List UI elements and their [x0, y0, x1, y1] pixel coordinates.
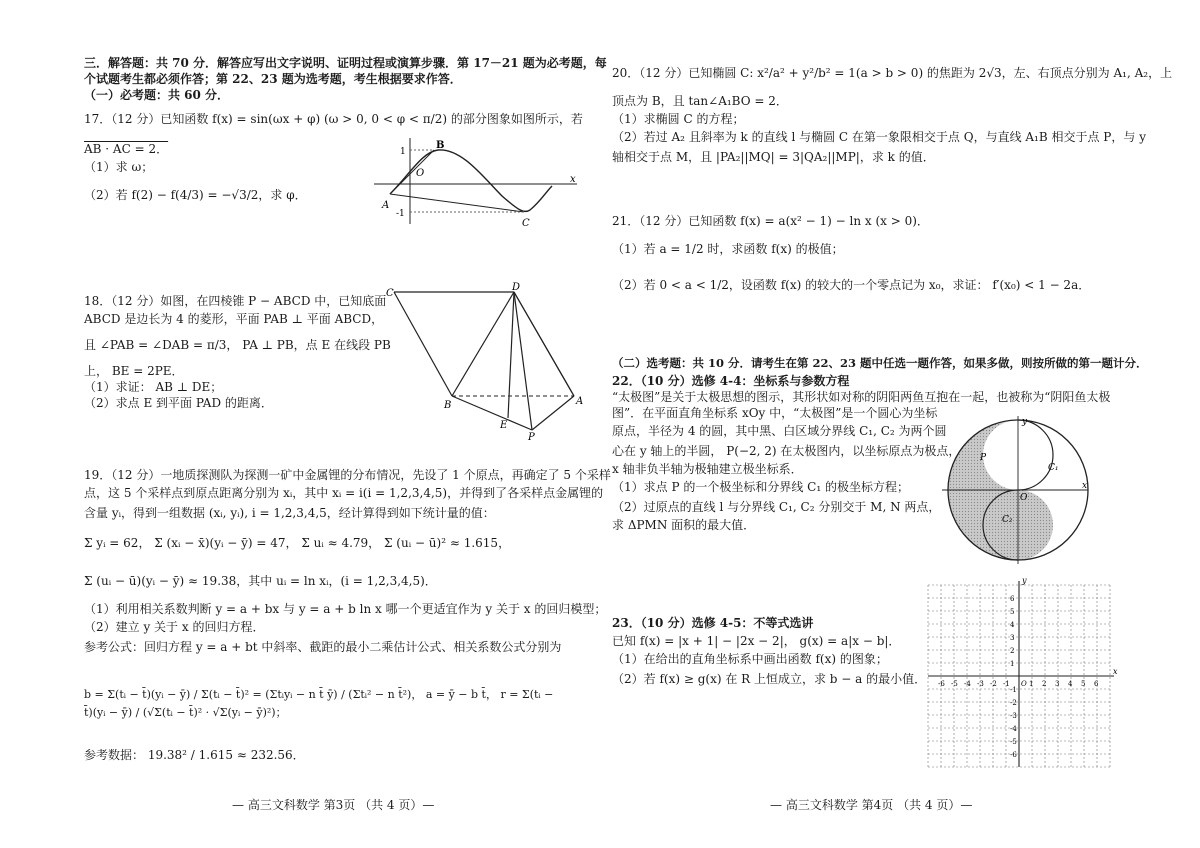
label-A: A [382, 200, 390, 211]
q22-taiji-figure [940, 414, 1090, 566]
grid-y-tick: 2 [1010, 647, 1015, 655]
right-page [600, 0, 1200, 848]
label-O: O [416, 168, 425, 179]
q22-line3: 原点，半径为 4 的圆，其中黑、白区域分界线 C₁, C₂ 为两个圆 [612, 424, 947, 438]
grid-x-tick: 1 [1029, 680, 1034, 688]
vertex-D: D [512, 282, 521, 293]
grid-y-tick: 6 [1010, 595, 1015, 603]
boundary-C1 [1018, 420, 1053, 490]
grid-x-tick: -3 [977, 680, 984, 688]
q18-part1: （1）求证： AB ⊥ DE； [84, 380, 223, 394]
q19-stats-2: Σ (uᵢ − ū)(yᵢ − ȳ) ≈ 19.38，其中 uᵢ = ln xᵢ，(i = 1,2,3,4,5)． [84, 574, 437, 588]
grid-y-tick: 1 [1010, 660, 1015, 668]
grid-y-tick: -5 [1010, 738, 1017, 746]
q22-line2: 图”．在平面直角坐标系 xOy 中，“太极图”是一个圆心为坐标 [612, 406, 938, 420]
grid-y-tick: -3 [1010, 712, 1017, 720]
q19-line1: 19．（12 分）一地质探测队为探测一矿中金属锂的分布情况，先设了 1 个原点，再确定了 5 个采样 [84, 468, 611, 482]
q17-sine-graph [372, 136, 587, 228]
grid-x-tick: -1 [1003, 680, 1010, 688]
grid-x-tick: 2 [1042, 680, 1047, 688]
grid-x-tick: 3 [1055, 680, 1060, 688]
tick-1: 1 [400, 147, 406, 157]
q22-line4: 心在 y 轴上的半圆， P(−2, 2) 在太极图内，以坐标原点为极点， [612, 444, 961, 458]
segment-AB [390, 150, 434, 194]
q18-line2: ABCD 是边长为 4 的菱形，平面 PAB ⊥ 平面 ABCD， [84, 312, 384, 326]
grid-x-tick: 6 [1094, 680, 1099, 688]
grid-y-label: y [1022, 576, 1027, 585]
footer-page4: — 高三文科数学 第4页 （共 4 页）— [770, 798, 973, 812]
grid-x-tick: 4 [1068, 680, 1073, 688]
section3-heading-cont: 个试题考生都必须作答；第 22、23 题为选考题，考生根据要求作答． [84, 72, 462, 86]
q19-part2: （2）建立 y 关于 x 的回归方程． [84, 620, 265, 634]
label-C1: C₁ [1048, 463, 1059, 473]
q23-part2: （2）若 f(x) ≥ g(x) 在 R 上恒成立，求 b − a 的最小值． [612, 672, 927, 686]
label-C: C [522, 218, 530, 229]
q21-line1: 21．（12 分）已知函数 f(x) = a(x² − 1) − ln x (x > 0)． [612, 214, 929, 228]
grid-x-tick: -5 [951, 680, 958, 688]
q18-part2: （2）求点 E 到平面 PAD 的距离． [84, 396, 273, 410]
vertex-E: E [500, 420, 508, 431]
q20-line1: 20．（12 分）已知椭圆 C: x²/a² + y²/b² = 1(a > b > 0) 的焦距为 2√3，左、右顶点分别为 A₁, A₂，上 [612, 66, 1173, 80]
q22-part2: （2）过原点的直线 l 与分界线 C₁, C₂ 分别交于 M, N 两点， [612, 500, 941, 514]
vertex-P: P [528, 432, 535, 443]
q20-part2-cont: 轴相交于点 M，且 |PA₂||MQ| = 3|QA₂||MP|，求 k 的值． [612, 150, 935, 164]
grid-x-tick: -4 [964, 680, 971, 688]
q23-title: 23．（10 分）选修 4-5：不等式选讲 [612, 616, 814, 630]
grid-y-tick: 4 [1010, 621, 1015, 629]
grid-x-label: x [1113, 667, 1118, 676]
vertex-C: C [386, 288, 394, 299]
q19-ref-data: 参考数据： 19.38² / 1.615 ≈ 232.56． [84, 748, 305, 762]
q23-line1: 已知 f(x) = |x + 1| − |2x − 2|， g(x) = a|x − b|． [612, 634, 901, 648]
grid-y-tick: 5 [1010, 608, 1015, 616]
q23-coordinate-grid [924, 576, 1118, 770]
grid-x-tick: -6 [938, 680, 945, 688]
q18-line4: 上， BE = 2PE． [84, 364, 184, 378]
q19-part1: （1）利用相关系数判断 y = a + bx 与 y = a + b ln x 哪一个更适宜作为 y 关于 x 的回归模型； [84, 602, 607, 616]
grid-origin: O [1021, 680, 1027, 688]
q18-line3: 且 ∠PAB = ∠DAB = π/3， PA ⊥ PB，点 E 在线段 PB [84, 338, 391, 352]
vertex-A: A [576, 396, 584, 407]
sine-curve [390, 150, 552, 212]
tick-neg1: -1 [396, 209, 405, 219]
grid-x-tick: 5 [1081, 680, 1086, 688]
q22-line1: “太极图”是关于太极思想的图示，其形状如对称的阴阳两鱼互抱在一起，也被称为“阴阳鱼太极 [612, 390, 1111, 404]
q19-stats-1: Σ yᵢ = 62， Σ (xᵢ − x̄)(yᵢ − ȳ) = 47， Σ uᵢ ≈ 4.79， Σ (uᵢ − ū)² ≈ 1.615， [84, 536, 511, 550]
axis-x: x [1082, 481, 1088, 491]
section3-sub: （一）必考题：共 60 分． [84, 88, 230, 102]
q19-ref-formula-intro: 参考公式：回归方程 y = a + bt 中斜率、截距的最小二乘估计公式、相关系数公式分别为 [84, 640, 562, 654]
section3-heading: 三．解答题：共 70 分．解答应写出文字说明、证明过程或演算步骤．第 17－21 题为必考题，每 [84, 56, 607, 70]
q20-part2: （2）若过 A₂ 且斜率为 k 的直线 l 与椭圆 C 在第一象限相交于点 Q，与直线 A₁B 相交于点 P，与 y [612, 130, 1146, 144]
grid-x-tick: -2 [990, 680, 997, 688]
axis-y: y [1022, 417, 1028, 427]
q21-part2: （2）若 0 < a < 1/2，设函数 f(x) 的较大的一个零点记为 x₀，求证： f′(x₀) < 1 − 2a． [612, 278, 1091, 292]
grid-y-tick: -4 [1010, 725, 1017, 733]
q18-line1: 18．（12 分）如图，在四棱锥 P − ABCD 中，已知底面 [84, 294, 387, 308]
q17-stem: 17．（12 分）已知函数 f(x) = sin(ωx + φ) (ω > 0, 0 < φ < π/2) 的部分图象如图所示，若 [84, 112, 583, 126]
q19-line3: 含量 yᵢ，得到一组数据 (xᵢ, yᵢ), i = 1,2,3,4,5，经计算得到如下统计量的值： [84, 506, 495, 520]
grid-y-tick: -2 [1010, 699, 1017, 707]
q17-condition: AB · AC = 2． [84, 142, 169, 156]
q19-regression-formula: b = Σ(tᵢ − t̄)(yᵢ − ȳ) / Σ(tᵢ − t̄)² = (Σtᵢyᵢ − n t̄ ȳ) / (Σtᵢ² − n t̄²)， a = ȳ − b t̄， r = Σ(tᵢ − t̄)(yᵢ − ȳ) / (√Σ(tᵢ − t̄)² · √Σ(yᵢ − ȳ)²)； [84, 688, 554, 719]
label-B: B [436, 140, 445, 151]
footer-page3: — 高三文科数学 第3页 （共 4 页）— [232, 798, 435, 812]
q19-line2: 点，这 5 个采样点到原点距离分别为 xᵢ，其中 xᵢ = i(i = 1,2,3,4,5)，并得到了各采样点金属锂的 [84, 486, 604, 500]
grid-y-tick: -6 [1010, 751, 1017, 759]
q17-part2: （2）若 f(2) − f(4/3) = −√3/2，求 φ． [84, 188, 307, 202]
q20-part1: （1）求椭圆 C 的方程； [612, 112, 745, 126]
q22-part2-cont: 求 ΔPMN 面积的最大值． [612, 518, 756, 532]
label-x: x [570, 174, 576, 185]
q22-line5: x 轴非负半轴为极轴建立极坐标系． [612, 462, 803, 476]
grid-y-tick: -1 [1010, 686, 1017, 694]
grid-y-tick: 3 [1010, 634, 1015, 642]
q23-part1: （1）在给出的直角坐标系中画出函数 f(x) 的图象； [612, 652, 888, 666]
point-P: P [980, 453, 987, 463]
q22-part1: （1）求点 P 的一个极坐标和分界线 C₁ 的极坐标方程； [612, 480, 909, 494]
label-C2: C₂ [1002, 515, 1013, 525]
q21-part1: （1）若 a = 1/2 时，求函数 f(x) 的极值； [612, 242, 844, 256]
optional-heading: （二）选考题：共 10 分．请考生在第 22、23 题中任选一题作答，如果多做，则按所做的第一题计分． [612, 356, 1148, 370]
vertex-B: B [444, 400, 452, 411]
origin-O: O [1020, 493, 1028, 503]
q17-part1: （1）求 ω； [84, 160, 154, 174]
q22-title: 22．（10 分）选修 4-4：坐标系与参数方程 [612, 374, 850, 388]
q18-pyramid-figure [382, 282, 592, 442]
q20-line2: 顶点为 B，且 tan∠A₁BO = 2． [612, 94, 788, 108]
